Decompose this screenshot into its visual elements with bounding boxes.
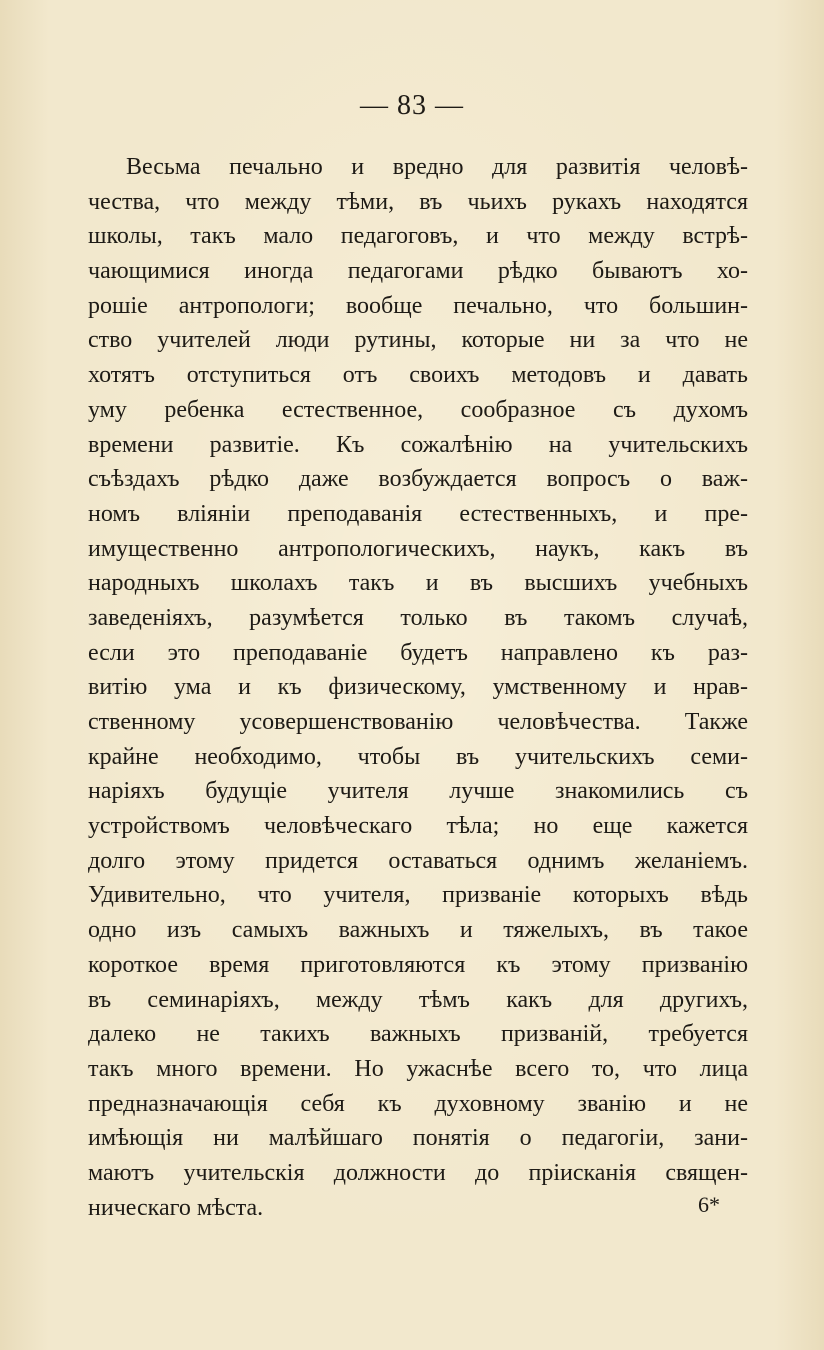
text-line: имущественно антропологическихъ, наукъ, какъ въ bbox=[88, 535, 748, 562]
text-line: школы, такъ мало педагоговъ, и что между встрѣ- bbox=[88, 223, 748, 250]
text-line: Весьма печально и вредно для развитія человѣ- bbox=[126, 154, 748, 180]
text-line: предназначающія себя къ духовному званію и не bbox=[88, 1090, 748, 1117]
text-line: ническаго мѣста. bbox=[88, 1194, 264, 1221]
text-line: наріяхъ будущіе учителя лучше знакомились съ bbox=[88, 778, 748, 805]
text-line: устройствомъ человѣческаго тѣла; но еще кажется bbox=[88, 813, 748, 840]
text-line: крайне необходимо, чтобы въ учительскихъ семи- bbox=[88, 743, 748, 770]
text-line: уму ребенка естественное, сообразное съ духомъ bbox=[88, 396, 748, 423]
text-line: съѣздахъ рѣдко даже возбуждается вопросъ о важ- bbox=[88, 466, 748, 493]
text-line: заведеніяхъ, разумѣется только въ такомъ случаѣ, bbox=[88, 604, 748, 631]
text-line: номъ вліяніи преподаванія естественныхъ, и пре- bbox=[88, 500, 748, 527]
text-line: далеко не такихъ важныхъ призваній, требуется bbox=[88, 1021, 748, 1048]
text-line: короткое время приготовляются къ этому призванію bbox=[88, 951, 748, 978]
text-line: времени развитіе. Къ сожалѣнію на учительскихъ bbox=[88, 431, 748, 458]
text-line: если это преподаваніе будетъ направлено къ раз- bbox=[88, 639, 748, 666]
text-line: ственному усовершенствованію человѣчества. Также bbox=[88, 709, 748, 735]
text-line: имѣющія ни малѣйшаго понятія о педагогіи, зани- bbox=[88, 1125, 748, 1152]
text-line: хотятъ отступиться отъ своихъ методовъ и давать bbox=[88, 362, 748, 389]
text-line: ство учителей люди рутины, которые ни за что не bbox=[88, 327, 748, 354]
text-line: чества, что между тѣми, въ чьихъ рукахъ находятся bbox=[88, 188, 748, 215]
text-line: народныхъ школахъ такъ и въ высшихъ учебныхъ bbox=[88, 570, 748, 597]
text-line: такъ много времени. Но ужаснѣе всего то, что лица bbox=[88, 1055, 748, 1082]
body-paragraph bbox=[88, 150, 748, 1225]
text-line: витію ума и къ физическому, умственному и нрав- bbox=[88, 674, 748, 701]
text-line: маютъ учительскія должности до пріисканія священ- bbox=[88, 1159, 748, 1186]
text-line: въ семинаріяхъ, между тѣмъ какъ для другихъ, bbox=[88, 986, 748, 1013]
text-line: рошіе антропологи; вообще печально, что большин- bbox=[88, 292, 748, 319]
text-line: одно изъ самыхъ важныхъ и тяжелыхъ, въ такое bbox=[88, 917, 748, 944]
page-number: — 83 — bbox=[360, 90, 464, 121]
text-line: долго этому придется оставаться однимъ желаніемъ. bbox=[88, 847, 748, 874]
signature-mark: 6* bbox=[698, 1192, 720, 1217]
text-line: Удивительно, что учителя, призваніе которыхъ вѣдь bbox=[88, 882, 748, 909]
text-line: чающимися иногда педагогами рѣдко бываютъ хо- bbox=[88, 258, 748, 285]
